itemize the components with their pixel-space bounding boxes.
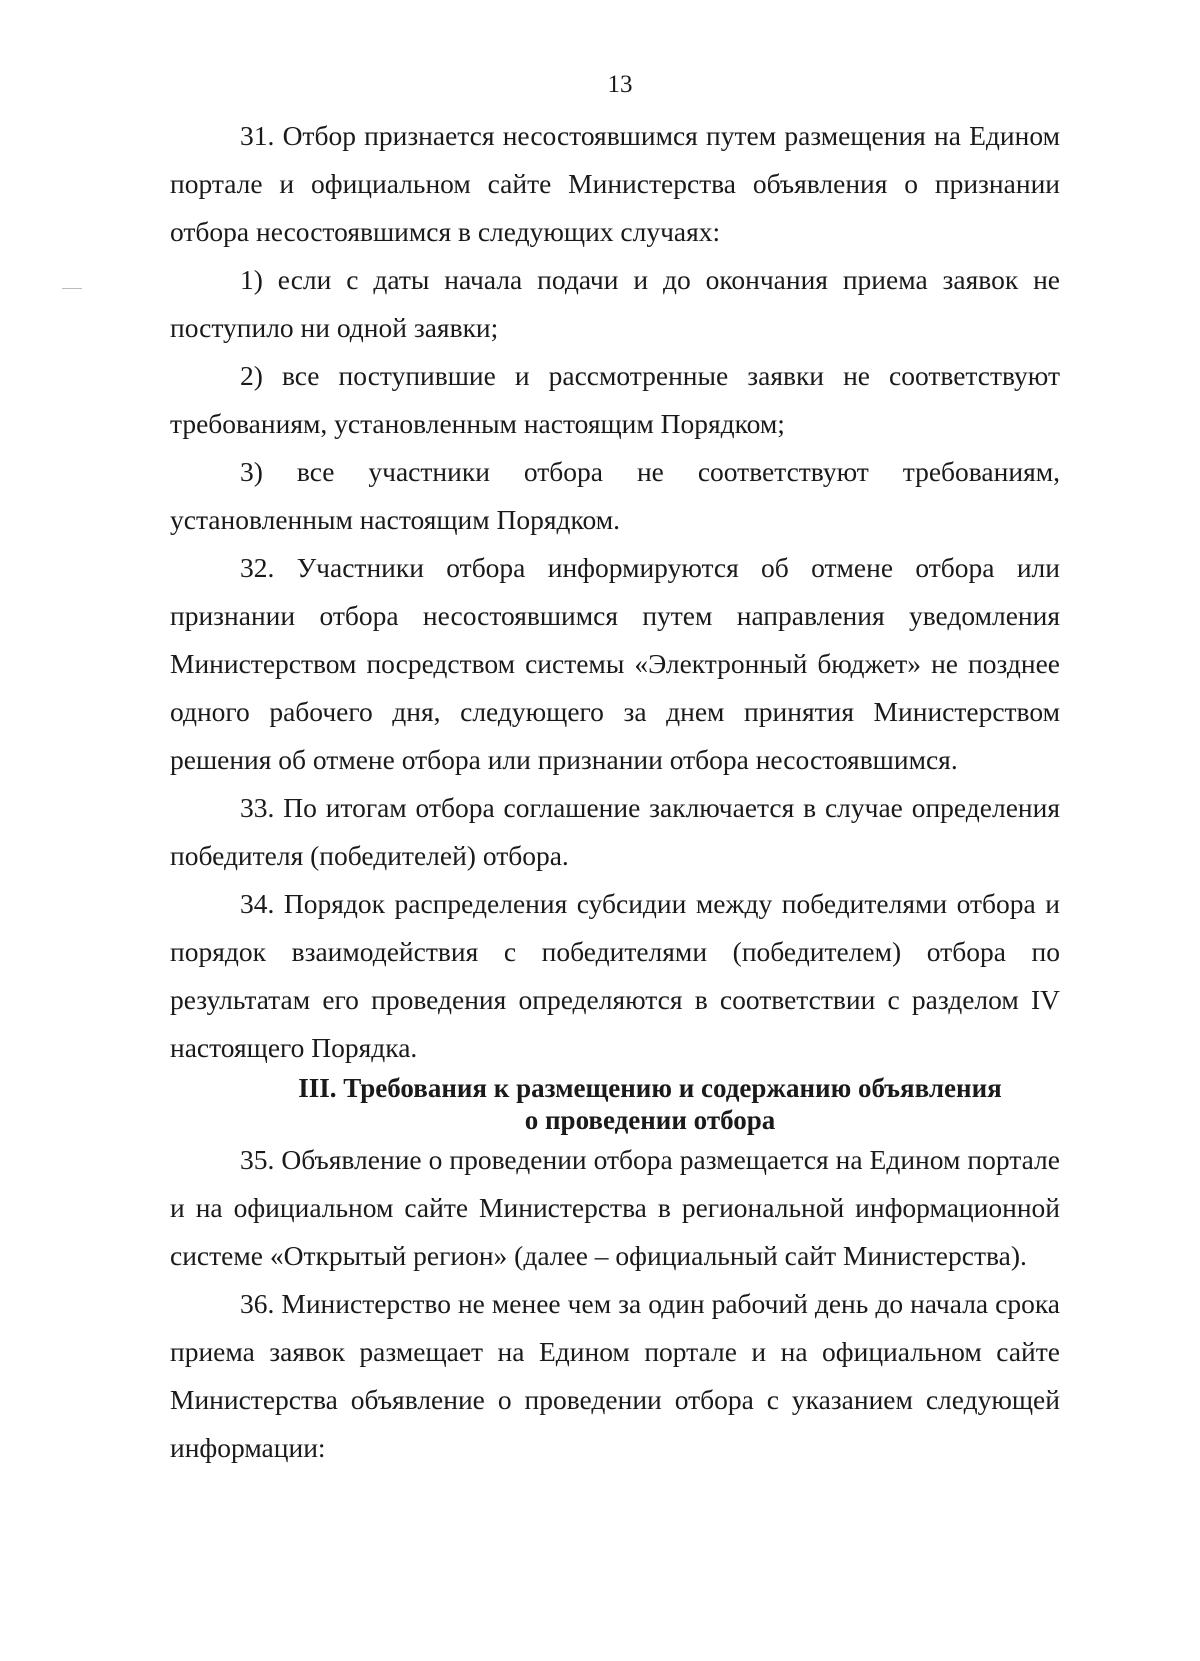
document-body — [170, 112, 1060, 1472]
list-item-3: 3) все участники отбора не соответствуют требованиям, установленным настоящим Порядком. — [170, 456, 1060, 535]
section-heading — [170, 1072, 1060, 1136]
section-heading-line-1: III. Требования к размещению и содержанию объявления — [298, 1073, 1002, 1103]
paragraph-36: 36. Министерство не менее чем за один рабочий день до начала срока приема заявок размещает на Едином портале и на официальном сайте Министерства объявление о проведении отбора с указанием следующей информации: — [170, 1288, 1060, 1463]
paragraph-34: 34. Порядок распределения субсидии между победителями отбора и порядок взаимодействия с победителями (победителем) отбора по результатам его проведения определяются в соответствии с разделом IV настоящего Порядка. — [170, 888, 1060, 1063]
paragraph-32: 32. Участники отбора информируются об отмене отбора или признании отбора несостоявшимся путем направления уведомления Министерством посредством системы «Электронный бюджет» не позднее одного рабочего дня, следующего за днем принятия Министерством решения об отмене отбора или признании отбора несостоявшимся. — [170, 552, 1060, 775]
paragraph-33: 33. По итогам отбора соглашение заключается в случае определения победителя (победителей) отбора. — [170, 792, 1060, 871]
page-number: 13 — [607, 71, 633, 98]
paragraph-35: 35. Объявление о проведении отбора размещается на Едином портале и на официальном сайте Министерства в региональной информационной системе «Открытый регион» (далее – официальный сайт Министерства). — [170, 1144, 1060, 1271]
scan-artifact — [62, 288, 82, 289]
list-item-2: 2) все поступившие и рассмотренные заявки не соответствуют требованиям, установленным настоящим Порядком; — [170, 360, 1060, 439]
list-item-1: 1) если с даты начала подачи и до окончания приема заявок не поступило ни одной заявки; — [170, 264, 1060, 343]
section-heading-line-2: о проведении отбора — [524, 1105, 776, 1135]
paragraph-31: 31. Отбор признается несостоявшимся путем размещения на Едином портале и официальном сайте Министерства объявления о признании отбора несостоявшимся в следующих случаях: — [170, 120, 1060, 247]
